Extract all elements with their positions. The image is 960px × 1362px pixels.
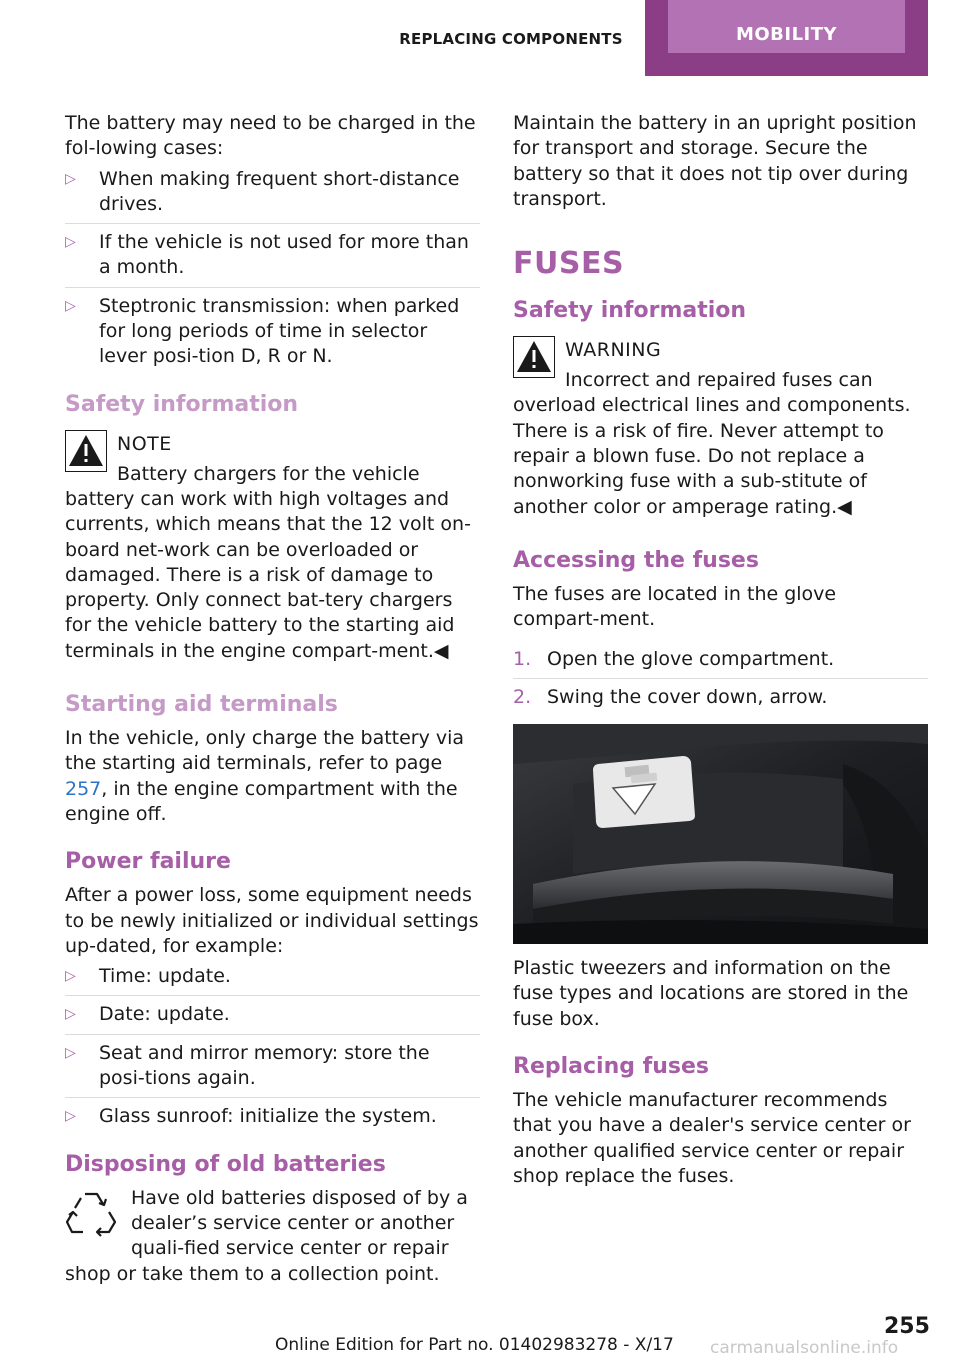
page-reference-link[interactable]: 257: [65, 777, 102, 800]
warning-text: Incorrect and repaired fuses can overload electrical lines and components. There is a risk of fire. Never attempt to repair a blown fuse. Do not replace a nonworking fuse with a sub‐stitute of another color or amperage rating.◀: [513, 369, 911, 518]
recycle-icon: [65, 1186, 117, 1238]
header-tab[interactable]: [645, 0, 928, 76]
steps-list: [513, 647, 928, 711]
disposing-batteries-heading: Disposing of old batteries: [65, 1151, 386, 1177]
warning-triangle-icon: [65, 430, 107, 472]
warning-triangle-icon: [513, 336, 555, 378]
power-items-list: [65, 964, 480, 1129]
triangle-bullet-icon: ▷: [65, 1108, 76, 1125]
starting-aid-heading: Starting aid terminals: [65, 692, 338, 718]
list-item: ▷ Time: update.: [65, 964, 480, 989]
note-notice: [65, 430, 480, 664]
replacing-fuses-text: The vehicle manufacturer recommends that you have a dealer's service center or another qualified service center or repair shop replace the fuses.: [513, 1089, 911, 1187]
triangle-bullet-icon: ▷: [65, 1044, 76, 1061]
right-column: [513, 111, 928, 1189]
starting-aid-text: In the vehicle, only charge the battery via the starting aid terminals, refer to page 257, in the engine compartment with the engine off.: [65, 727, 465, 825]
list-item: ▷ Steptronic transmission: when parked for long periods of time in selector lever posi‐tion D, R or N.: [65, 287, 480, 370]
watermark-text: carmanualsonline.info: [710, 1338, 899, 1358]
list-item: ▷ Date: update.: [65, 995, 480, 1027]
triangle-bullet-icon: ▷: [65, 234, 76, 251]
note-label: NOTE: [117, 432, 172, 455]
safety-information-heading: Safety information: [65, 391, 299, 417]
footer-edition-text: Online Edition for Part no. 01402983278 - X/17: [275, 1335, 674, 1355]
list-item: ▷ When making frequent short-distance drives.: [65, 167, 460, 215]
list-item: ▷ If the vehicle is not used for more than a month.: [65, 223, 480, 281]
note-text: Battery chargers for the vehicle battery can work with high voltages and currents, which means that the 12 volt on-board net‐work can be overloaded or damaged. There is a risk of damage to property. Only connect bat‐tery chargers for the vehicle battery to the starting aid terminals in the engine compart‐ment.◀: [65, 462, 471, 662]
header-tab-label: MOBILITY: [668, 0, 905, 53]
charge-cases-list: [65, 167, 480, 370]
accessing-fuses-text: The fuses are located in the glove compart‐ment.: [513, 582, 837, 631]
power-failure-heading: Power failure: [65, 849, 231, 875]
triangle-bullet-icon: ▷: [65, 968, 76, 985]
page-number: 255: [884, 1314, 930, 1339]
triangle-bullet-icon: ▷: [65, 170, 76, 187]
warning-label: WARNING: [565, 339, 662, 362]
replacing-fuses-heading: Replacing fuses: [513, 1054, 709, 1080]
intro-text: The battery may need to be charged in the fol‐lowing cases:: [65, 112, 476, 160]
triangle-bullet-icon: ▷: [65, 297, 76, 314]
list-item: 2. Swing the cover down, arrow.: [513, 678, 928, 710]
list-item: ▷ Glass sunroof: initialize the system.: [65, 1097, 480, 1129]
maintain-text: Maintain the battery in an upright position for transport and storage. Secure the battery so that it does not tip over during transport.: [513, 112, 917, 210]
header-section-label: REPLACING COMPONENTS: [399, 30, 623, 48]
fuses-heading: FUSES: [513, 246, 625, 282]
left-column: [65, 111, 480, 1287]
tweezers-text: Plastic tweezers and information on the fuse types and locations are stored in the fuse box.: [513, 957, 909, 1030]
disposing-text: Have old batteries disposed of by a dealer’s service center or another quali‐fied service center or repair shop or take them to a collection point.: [65, 1186, 468, 1285]
accessing-fuses-heading: Accessing the fuses: [513, 547, 759, 573]
power-failure-text: After a power loss, some equipment needs to be newly initialized or individual settings up‐dated, for example:: [65, 884, 479, 957]
glove-compartment-photo: [513, 724, 928, 944]
triangle-bullet-icon: ▷: [65, 1006, 76, 1023]
disposing-notice: [65, 1186, 480, 1287]
list-item: 1. Open the glove compartment.: [513, 647, 835, 670]
fuses-safety-heading: Safety information: [513, 298, 747, 324]
list-item: ▷ Seat and mirror memory: store the posi‐tions again.: [65, 1034, 480, 1092]
warning-notice: [513, 336, 928, 520]
